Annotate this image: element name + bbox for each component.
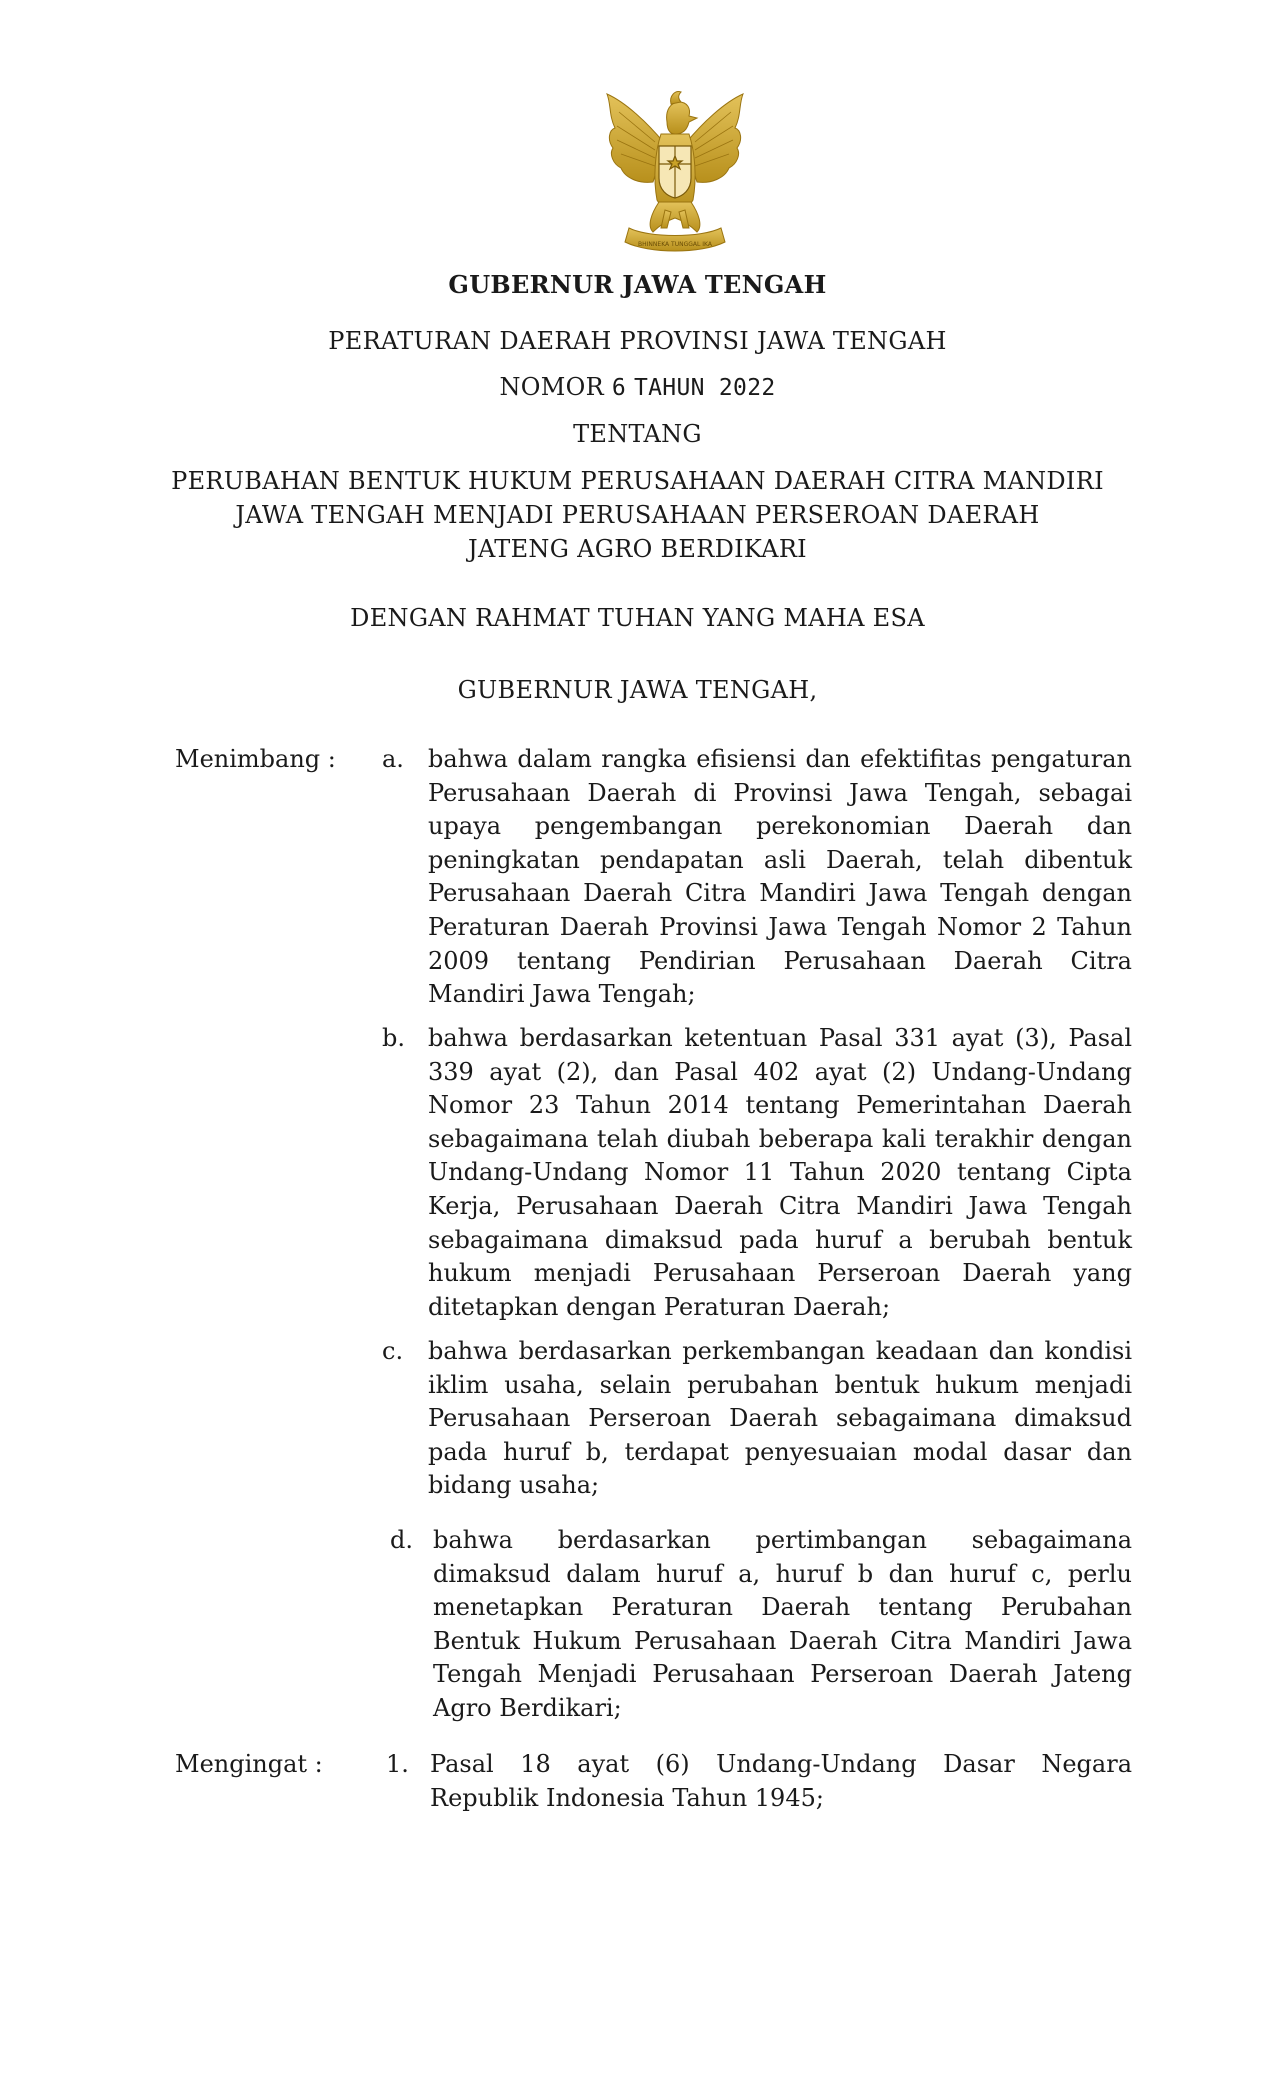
- subject-line: PERUBAHAN BENTUK HUKUM PERUSAHAAN DAERAH CITRA MANDIRI: [171, 467, 1104, 495]
- menimbang-marker-b: b.: [382, 1024, 405, 1052]
- menimbang-marker-c: c.: [382, 1337, 404, 1365]
- mengingat-item-1: Pasal 18 ayat (6) Undang-Undang Dasar Negara Republik Indonesia Tahun 1945;: [430, 1750, 1132, 1812]
- menimbang-item-c: bahwa berdasarkan perkembangan keadaan dan kondisi iklim usaha, selain perubahan bentuk hukum menjadi Perusahaan Perseroan Daerah sebagaimana dimaksud pada huruf b, terdapat penyesuaian modal dasar dan bidang usaha;: [428, 1337, 1132, 1500]
- menimbang-item-d: bahwa berdasarkan pertimbangan sebagaimana dimaksud dalam huruf a, huruf b dan huruf c, perlu menetapkan Peraturan Daerah tentang Perubahan Bentuk Hukum Perusahaan Daerah Citra Mandiri Jawa Tengah Menjadi Perusahaan Perseroan Daerah Jateng Agro Berdikari;: [433, 1526, 1132, 1722]
- number-prefix: NOMOR: [499, 373, 604, 401]
- menimbang-item-b: bahwa berdasarkan ketentuan Pasal 331 ayat (3), Pasal 339 ayat (2), dan Pasal 402 ayat (2) Undang-Undang Nomor 23 Tahun 2014 tentang Pemerintahan Daerah sebagaimana telah diubah beberapa kali terakhir dengan Undang-Undang Nomor 11 Tahun 2020 tentang Cipta Kerja, Perusahaan Daerah Citra Mandiri Jawa Tengah sebagaimana dimaksud pada huruf a berubah bentuk hukum menjadi Perusahaan Perseroan Daerah yang ditetapkan dengan Peraturan Daerah;: [428, 1024, 1132, 1321]
- menimbang-marker-a: a.: [382, 745, 404, 773]
- garuda-pancasila-emblem: [595, 82, 755, 260]
- menimbang-marker-d: d.: [390, 1526, 413, 1554]
- subject-line: JATENG AGRO BERDIKARI: [468, 535, 807, 563]
- svg-text:BHINNEKA TUNGGAL IKA: BHINNEKA TUNGGAL IKA: [638, 241, 712, 248]
- menimbang-label: Menimbang :: [175, 745, 336, 773]
- governor-line: GUBERNUR JAWA TENGAH,: [457, 676, 818, 704]
- rahmat-line: DENGAN RAHMAT TUHAN YANG MAHA ESA: [350, 604, 925, 632]
- subject-line: JAWA TENGAH MENJADI PERUSAHAAN PERSEROAN DAERAH: [235, 501, 1040, 529]
- menimbang-item-a: bahwa dalam rangka efisiensi dan efektifitas pengaturan Perusahaan Daerah di Provinsi Jawa Tengah, sebagai upaya pengembangan perekonomian Daerah dan peningkatan pendapatan asli Daerah, telah dibentuk Perusahaan Daerah Citra Mandiri Jawa Tengah dengan Peraturan Daerah Provinsi Jawa Tengah Nomor 2 Tahun 2009 tentang Pendirian Perusahaan Daerah Citra Mandiri Jawa Tengah;: [428, 745, 1132, 1009]
- regulation-title: PERATURAN DAERAH PROVINSI JAWA TENGAH: [328, 327, 947, 355]
- tentang-heading: TENTANG: [573, 420, 702, 448]
- mengingat-label: Mengingat :: [175, 1750, 323, 1778]
- regulation-number: [0, 373, 1275, 401]
- regulation-subject: [0, 464, 1275, 566]
- governor-heading: GUBERNUR JAWA TENGAH: [448, 270, 827, 299]
- number-value: 6: [611, 375, 627, 401]
- number-year: TAHUN 2022: [634, 375, 776, 401]
- mengingat-marker-1: 1.: [386, 1750, 409, 1778]
